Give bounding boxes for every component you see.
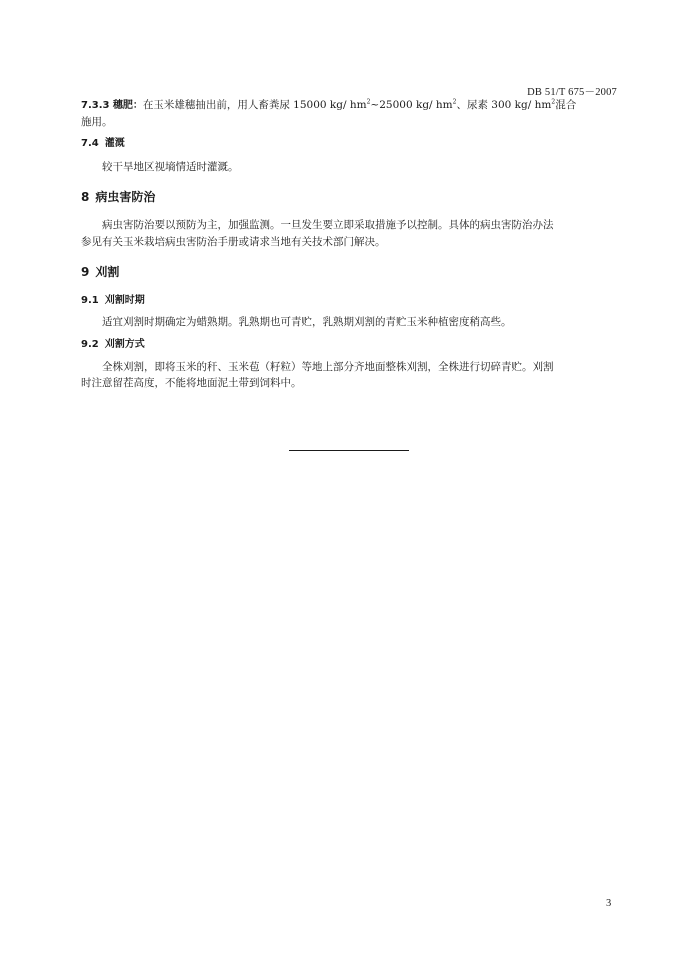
end-of-text-rule [289, 450, 409, 451]
section-7-4-body: 较干旱地区视墒情适时灌溉。 [102, 161, 239, 173]
section-7-3-3-text-d: 混合 [555, 99, 577, 111]
section-7-3-3-number: 7.3.3 [81, 100, 110, 111]
section-9-1-body: 适宜刈割时期确定为蜡熟期。乳熟期也可青贮，乳熟期刈割的青贮玉米种植密度稍高些。 [102, 316, 512, 328]
section-7-3-3-text-c: 、尿素 300 kg/ hm [456, 99, 552, 111]
section-9-2-title: 刈割方式 [104, 339, 145, 350]
superscript: 2 [551, 98, 556, 106]
section-7-3-3 [81, 97, 617, 131]
section-8-number: 8 [81, 190, 90, 204]
section-9-2-number: 9.2 [81, 339, 99, 350]
section-9-2-body-line2: 时注意留茬高度，不能将地面泥土带到饲料中。 [81, 377, 302, 389]
section-8-title: 病虫害防治 [95, 190, 156, 204]
section-8-body [81, 217, 617, 234]
section-7-4-number: 7.4 [81, 138, 99, 149]
section-9-title: 刈割 [95, 265, 120, 279]
section-9-2-heading [81, 336, 617, 353]
section-9-1-heading [81, 292, 617, 309]
section-8-body-line1: 病虫害防治要以预防为主，加强监测。一旦发生要立即采取措施予以控制。具体的病虫害防治办法 [102, 219, 554, 231]
page-number: 3 [606, 898, 612, 909]
section-7-3-3-text-a: 在玉米雄穗抽出前，用人畜粪尿 15000 kg/ hm [142, 99, 367, 111]
section-9-heading [81, 264, 617, 282]
section-9-1-title: 刈割时期 [104, 295, 145, 306]
section-7-3-3-line1 [81, 97, 617, 114]
section-7-3-3-line2: 施用。 [81, 116, 113, 128]
section-7-4-heading [81, 135, 617, 152]
section-8-body-line2: 参见有关玉米栽培病虫害防治手册或请求当地有关技术部门解决。 [81, 236, 386, 248]
section-9-2-body-line1: 全株刈割，即将玉米的秆、玉米苞（籽粒）等地上部分齐地面整株刈割，全株进行切碎青贮。刈割 [102, 361, 554, 373]
superscript: 2 [366, 98, 371, 106]
section-9-number: 9 [81, 265, 90, 279]
section-7-4-title: 灌溉 [104, 138, 125, 149]
section-9-1-number: 9.1 [81, 295, 99, 306]
section-7-3-3-title: 穗肥： [112, 100, 143, 111]
standard-code: DB 51/T 675－2007 [527, 87, 617, 98]
section-8-heading [81, 189, 617, 207]
superscript: 2 [452, 98, 457, 106]
section-7-3-3-text-b: ~25000 kg/ hm [370, 99, 453, 111]
